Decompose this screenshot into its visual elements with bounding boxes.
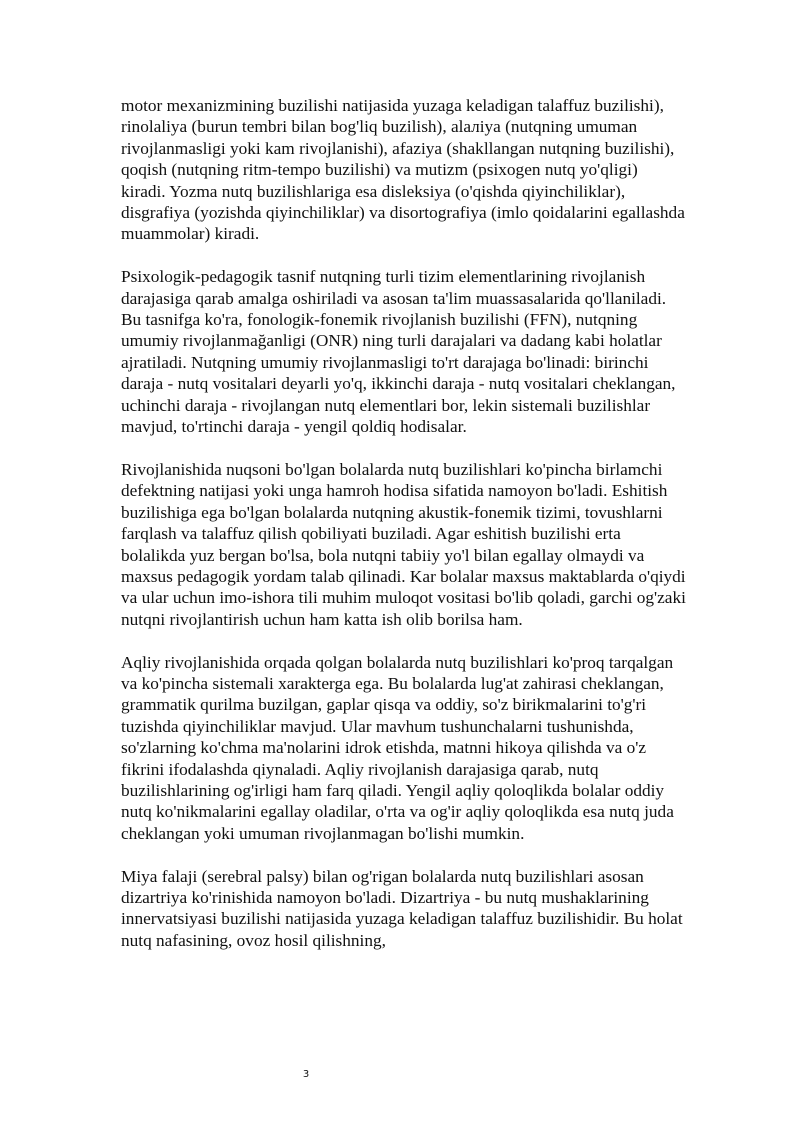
paragraph: Psixologik-pedagogik tasnif nutqning turli tizim elementlarining rivojlanish darajasiga qarab amalga oshiriladi va asosan ta'lim muassasalarida qo'llaniladi. Bu tasnifga ko'ra, fonologik-fonemik rivojlanish buzilishi (FFN), nutqning umumiy rivojlanmağanligi (ONR) ning turli darajalari va dadang kabi holatlar ajratiladi. Nutqning umumiy rivojlanmasligi to'rt darajaga bo'linadi: birinchi daraja - nutq vositalari deyarli yo'q, ikkinchi daraja - nutq vositalari cheklangan, uchinchi daraja - rivojlangan nutq elementlari bor, lekin sistemali buzilishlar mavjud, to'rtinchi daraja - yengil qoldiq hodisalar. [121,267,676,437]
paragraph: Miya falaji (serebral palsy) bilan og'rigan bolalarda nutq buzilishlari asosan dizartriya ko'rinishida namoyon bo'ladi. Dizartriya - bu nutq mushaklarining innervatsiyasi buzilishi natijasida yuzaga keladigan talaffuz buzilishidir. Bu holat nutq nafasining, ovoz hosil qilishning, [121,866,683,950]
paragraph: Rivojlanishida nuqsoni bo'lgan bolalarda nutq buzilishlari ko'pincha birlamchi defektning natijasi yoki unga hamroh hodisa sifatida namoyon bo'ladi. Eshitish buzilishiga ega bo'lgan bolalarda nutqning akustik-fonemik tizimi, tovushlarni farqlash va talaffuz qilish qobiliyati buziladi. Agar eshitish buzilishi erta bolalikda yuz bergan bo'lsa, bola nutqni tabiiy yo'l bilan egallay olmaydi va maxsus pedagogik yordam talab qilinadi. Kar bolalar maxsus maktablarda o'qiydi va ular uchun imo-ishora tili muhim muloqot vositasi bo'lib qoladi, garchi og'zaki nutqni rivojlantirish uchun ham katta ish olib borilsa ham. [121,459,686,629]
page-number: 3 [302,1069,310,1080]
paragraph: Aqliy rivojlanishida orqada qolgan bolalarda nutq buzilishlari ko'proq tarqalgan va ko'pincha sistemali xarakterga ega. Bu bolalarda lug'at zahirasi cheklangan, grammatik qurilma buzilgan, gaplar qisqa va oddiy, so'z birikmalarini to'g'ri tuzishda qiyinchiliklar mavjud. Ular mavhum tushunchalarni tushunishda, so'zlarning ko'chma ma'nolarini idrok etishda, matnni hikoya qilishda va o'z fikrini ifodalashda qiynaladi. Aqliy rivojlanish darajasiga qarab, nutq buzilishlarining og'irligi ham farq qiladi. Yengil aqliy qoloqlikda bolalar oddiy nutq ko'nikmalarini egallay oladilar, o'rta va og'ir aqliy qoloqlikda esa nutq juda cheklangan yoki umuman rivojlanmagan bo'lishi mumkin. [121,652,674,843]
body-text [121,95,686,973]
paragraph: motor mexanizmining buzilishi natijasida yuzaga keladigan talaffuz buzilishi), rinolaliya (burun tembri bilan bog'liq buzilish), alaлiya (nutqning umuman rivojlanmasligi yoki kam rivojlanishi), afaziya (shakllangan nutqning buzilishi), qoqish (nutqning ritm-tempo buzilishi) va mutizm (psixogen nutq yo'qligi) kiradi. Yozma nutq buzilishlariga esa disleksiya (o'qishda qiyinchiliklar), disgrafiya (yozishda qiyinchiliklar) va disortografiya (imlo qoidalarini egallashda muammolar) kiradi. [121,96,685,244]
